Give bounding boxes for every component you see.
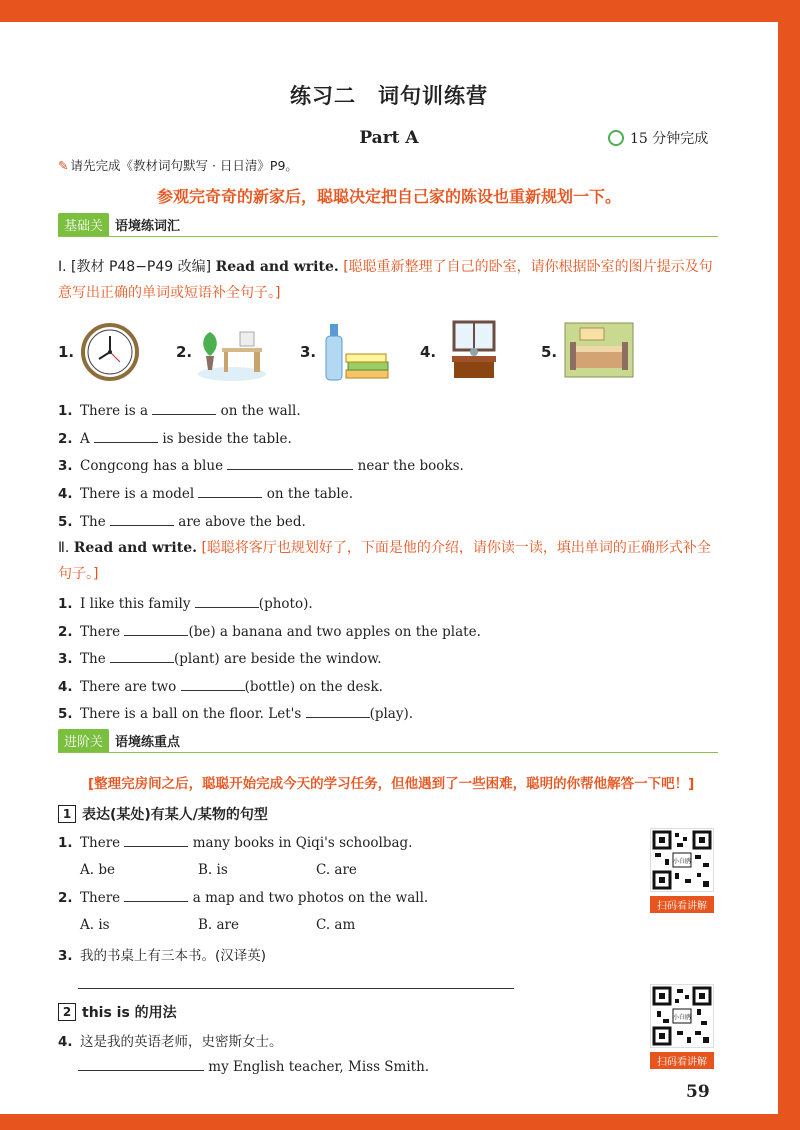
window-table-icon <box>448 320 502 382</box>
section-badge: 进阶关 <box>58 729 109 752</box>
part2-item-4: 4. There are two (bottle) on the desk. <box>58 679 383 695</box>
pen-icon: ✎ <box>58 158 69 173</box>
point-heading-2 <box>58 1002 177 1022</box>
section-basic <box>58 214 718 237</box>
picture-row <box>58 320 738 384</box>
qr-inner-text: 小白鸥 <box>672 1014 692 1021</box>
point-number: 2 <box>58 1003 76 1021</box>
part2-task: Read and write. <box>73 540 197 556</box>
question-1: 1. There many books in Qiqi's schoolbag. <box>58 835 413 851</box>
answer-blank[interactable] <box>227 457 353 470</box>
section-name: 语境练词汇 <box>115 219 181 234</box>
qr-label[interactable]: 扫码看讲解 <box>650 896 714 913</box>
pic-num: 2. <box>176 343 193 361</box>
qr-inner-text: 小白鸥 <box>672 858 692 865</box>
answer-line[interactable] <box>78 988 514 989</box>
bottom-border <box>0 1114 800 1130</box>
timer <box>608 128 708 148</box>
part1-item-3: 3. Congcong has a blue near the books. <box>58 458 464 474</box>
alarm-clock-icon <box>608 130 624 146</box>
top-border <box>0 0 800 22</box>
question-4: 4. 这是我的英语老师，史密斯女士。 <box>58 1034 283 1050</box>
part2-item-3: 3. The (plant) are beside the window. <box>58 651 382 667</box>
part2-item-5: 5. There is a ball on the floor. Let's (play). <box>58 706 414 722</box>
section-name: 语境练重点 <box>115 735 181 750</box>
qr-block-1[interactable] <box>650 828 714 913</box>
answer-blank[interactable] <box>198 485 262 498</box>
bedroom-picture-icon <box>564 322 634 378</box>
pic-num: 3. <box>300 343 317 361</box>
qr-code-icon[interactable] <box>650 828 714 892</box>
point-title: 表达(某处)有某人/某物的句型 <box>82 807 268 823</box>
pic-num: 1. <box>58 343 75 361</box>
answer-blank[interactable] <box>124 623 188 636</box>
note-text: 请先完成《教材词句默写 · 日日清》P9。 <box>70 158 298 173</box>
right-border <box>778 0 800 1130</box>
answer-blank[interactable] <box>152 402 216 415</box>
pic-num: 5. <box>541 343 558 361</box>
question-2-options <box>80 917 434 933</box>
qr-code-icon[interactable] <box>650 984 714 1048</box>
page-title: 练习二 词句训练营 <box>290 84 488 108</box>
pre-note <box>58 156 298 174</box>
question-1-options <box>80 862 434 878</box>
intro-text: 参观完奇奇的新家后，聪聪决定把自己家的陈设也重新规划一下。 <box>156 187 621 206</box>
point-heading-1 <box>58 804 268 824</box>
option-b[interactable]: B. are <box>198 917 239 933</box>
part2-cn: [聪聪将客厅也规划好了，下面是他的介绍，请你读一读，填出单词的正确形式补全句子。] <box>58 540 711 582</box>
scenario-tip: [整理完房间之后，聪聪开始完成今天的学习任务，但他遇到了一些困难，聪明的你帮他解答一下吧！] <box>88 776 695 792</box>
part1-instruction <box>58 254 718 306</box>
option-c[interactable]: C. am <box>316 917 356 933</box>
part2-instruction <box>58 535 718 587</box>
bottle-books-icon <box>320 320 392 382</box>
qr-block-2[interactable] <box>650 984 714 1069</box>
question-2: 2. There a map and two photos on the wall. <box>58 890 429 906</box>
pic-num: 4. <box>420 343 437 361</box>
part2-label: Ⅱ. <box>58 540 70 556</box>
answer-blank[interactable] <box>110 513 174 526</box>
answer-blank[interactable] <box>306 705 370 718</box>
answer-blank[interactable] <box>124 889 188 902</box>
timer-text: 15 分钟完成 <box>630 131 709 147</box>
option-b[interactable]: B. is <box>198 862 228 878</box>
question-3: 3. 我的书桌上有三本书。(汉译英) <box>58 948 267 964</box>
page-number: 59 <box>686 1082 710 1102</box>
answer-blank[interactable] <box>110 650 174 663</box>
part-label: Part A <box>359 128 419 148</box>
answer-blank[interactable] <box>124 834 188 847</box>
part1-cn: [聪聪重新整理了自己的卧室，请你根据卧室的图片提示及句意写出正确的单词或短语补全句子。] <box>58 259 713 301</box>
section-badge: 基础关 <box>58 213 109 236</box>
part2-item-1: 1. I like this family (photo). <box>58 596 313 612</box>
question-4-answer: my English teacher, Miss Smith. <box>78 1058 429 1075</box>
qr-label[interactable]: 扫码看讲解 <box>650 1052 714 1069</box>
part2-item-2: 2. There (be) a banana and two apples on the plate. <box>58 624 481 640</box>
option-a[interactable]: A. be <box>80 862 115 878</box>
option-c[interactable]: C. are <box>316 862 357 878</box>
point-title: this is 的用法 <box>82 1005 177 1021</box>
section-advanced <box>58 730 718 753</box>
part1-label: Ⅰ. [教材 P48−P49 改编] <box>58 259 212 275</box>
part1-task: Read and write. <box>215 259 339 275</box>
option-a[interactable]: A. is <box>80 917 110 933</box>
point-number: 1 <box>58 805 76 823</box>
part1-item-2: 2. A is beside the table. <box>58 431 292 447</box>
answer-blank[interactable] <box>181 678 245 691</box>
answer-blank[interactable] <box>78 1058 204 1071</box>
plant-desk-icon <box>196 322 268 382</box>
part1-item-1: 1. There is a on the wall. <box>58 403 301 419</box>
answer-blank[interactable] <box>94 430 158 443</box>
part1-item-4: 4. There is a model on the table. <box>58 486 354 502</box>
worksheet-page <box>20 22 758 1114</box>
wall-clock-icon <box>80 322 140 382</box>
part1-item-5: 5. The are above the bed. <box>58 514 306 530</box>
answer-blank[interactable] <box>195 595 259 608</box>
